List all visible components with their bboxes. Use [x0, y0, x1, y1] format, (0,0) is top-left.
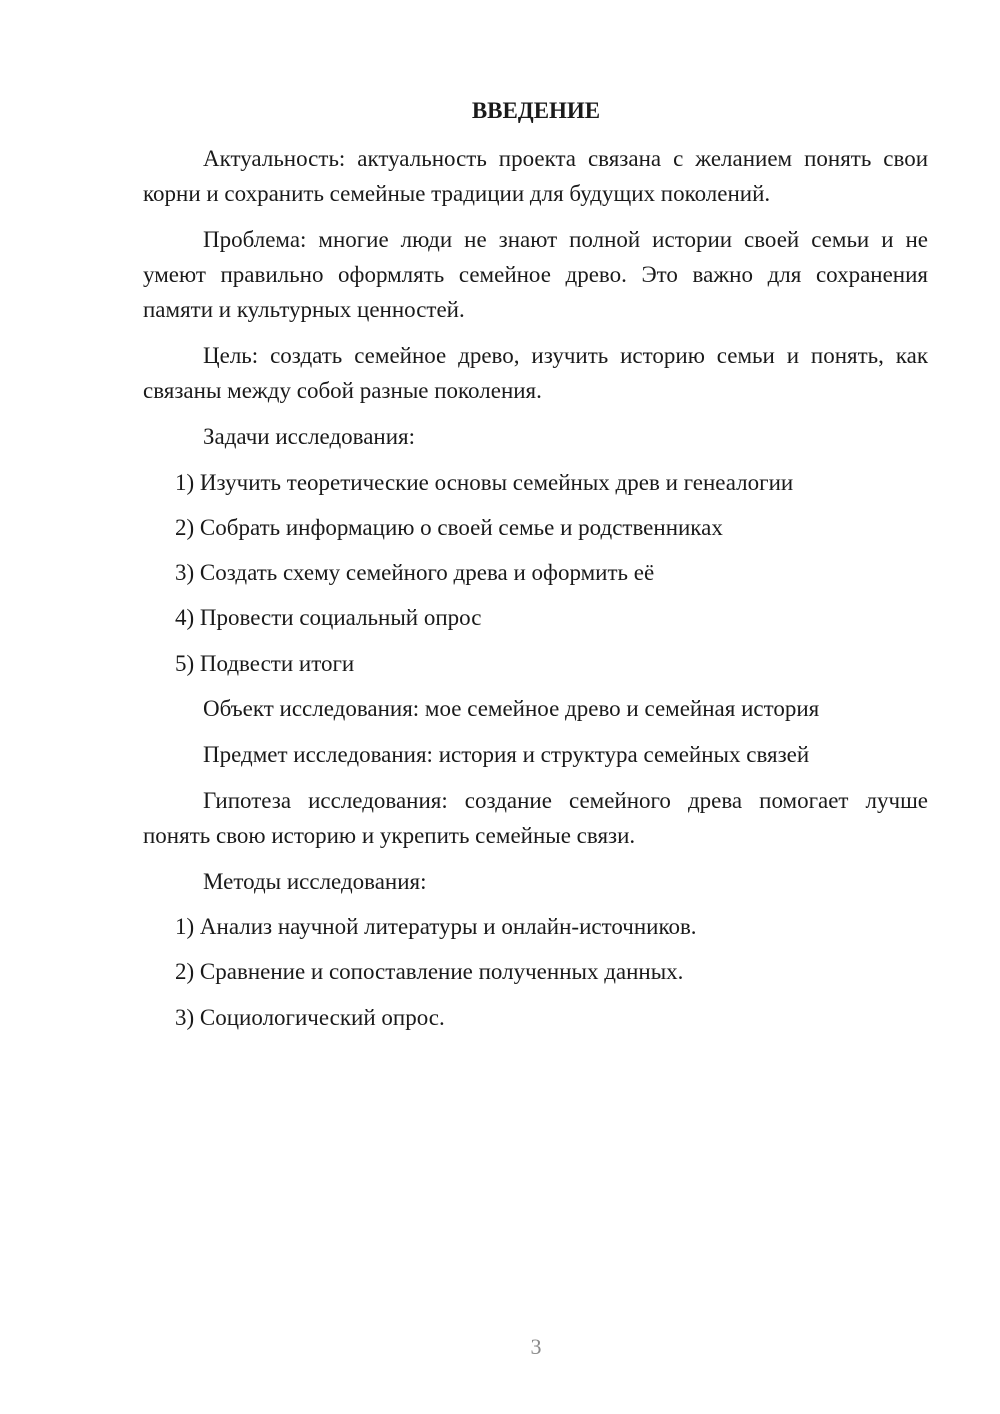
method-item: 2) Сравнение и сопоставление полученных данных. — [175, 959, 684, 984]
goal-paragraph: Цель: создать семейное древо, изучить историю семьи и понять, как связаны между собой разные поколения. — [143, 343, 928, 403]
hypothesis-paragraph: Гипотеза исследования: создание семейного древа помогает лучше понять свою историю и укрепить семейные связи. — [143, 788, 928, 848]
research-object: Объект исследования: мое семейное древо и семейная история — [203, 696, 820, 721]
method-item-1-block — [143, 909, 928, 944]
object-block — [143, 691, 928, 726]
method-item: 3) Социологический опрос. — [175, 1005, 445, 1030]
page-title: ВВЕДЕНИЕ — [471, 98, 601, 123]
hypothesis-block — [143, 783, 928, 853]
method-item: 1) Анализ научной литературы и онлайн-источников. — [175, 914, 697, 939]
tasks-heading: Задачи исследования: — [203, 424, 416, 449]
task-item: 2) Собрать информацию о своей семье и родственниках — [175, 515, 723, 540]
task-item-1-block — [143, 465, 928, 500]
methods-heading-block — [143, 864, 928, 899]
task-item-5-block — [143, 646, 928, 681]
task-item-3-block — [143, 555, 928, 590]
task-item: 5) Подвести итоги — [175, 651, 355, 676]
method-item-3-block — [143, 1000, 928, 1035]
task-item: 4) Провести социальный опрос — [175, 605, 482, 630]
page-number: 3 — [530, 1334, 542, 1359]
tasks-heading-block — [143, 419, 928, 454]
research-subject: Предмет исследования: история и структура семейных связей — [203, 742, 810, 767]
problem-paragraph: Проблема: многие люди не знают полной истории своей семьи и не умеют правильно оформлять семейное древо. Это важно для сохранения памяти и культурных ценностей. — [143, 227, 928, 322]
problem-block — [143, 222, 928, 327]
task-item: 3) Создать схему семейного древа и оформить её — [175, 560, 655, 585]
actuality-block — [143, 141, 928, 211]
task-item-4-block — [143, 600, 928, 635]
task-item-2-block — [143, 510, 928, 545]
methods-heading: Методы исследования: — [203, 869, 427, 894]
subject-block — [143, 737, 928, 772]
actuality-paragraph: Актуальность: актуальность проекта связана с желанием понять свои корни и сохранить семейные традиции для будущих поколений. — [143, 146, 928, 206]
goal-block — [143, 338, 928, 408]
method-item-2-block — [143, 954, 928, 989]
task-item: 1) Изучить теоретические основы семейных древ и генеалогии — [175, 470, 794, 495]
